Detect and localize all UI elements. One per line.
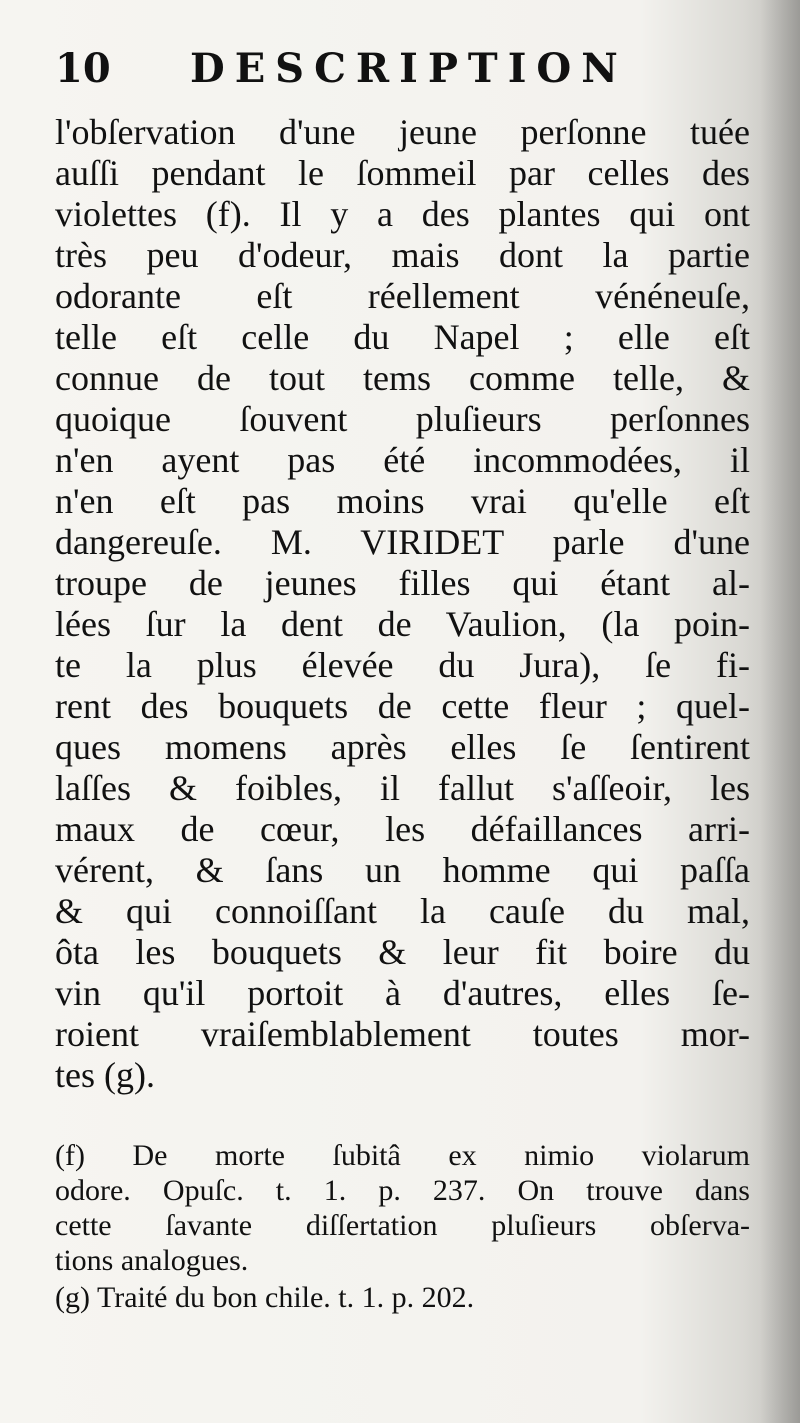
text-line: dangereuſe. M. VIRIDET parle d'une	[55, 522, 750, 562]
text-line: laſſes & foibles, il fallut s'aſſeoir, les	[55, 768, 750, 808]
footnote-f-line: cette ſavante diſſertation pluſieurs obſerva-	[55, 1209, 750, 1242]
text-line: ôta les bouquets & leur fit boire du	[55, 932, 750, 972]
text-line: telle eſt celle du Napel ; elle eſt	[55, 317, 750, 357]
text-line: tes (g).	[55, 1055, 155, 1095]
page-number: 10	[55, 45, 111, 92]
footnotes	[55, 1138, 750, 1315]
text-line: très peu d'odeur, mais dont la partie	[55, 235, 750, 275]
text-line: violettes (f). Il y a des plantes qui ont	[55, 194, 750, 234]
footnote-f-line: odore. Opuſc. t. 1. p. 237. On trouve dans	[55, 1174, 750, 1207]
text-line: odorante eſt réellement vénéneuſe,	[55, 276, 750, 316]
text-line: connue de tout tems comme telle, &	[55, 358, 750, 398]
text-line: lées ſur la dent de Vaulion, (la poin-	[55, 604, 750, 644]
text-line: te la plus élevée du Jura), ſe fi-	[55, 645, 750, 685]
text-line: n'en eſt pas moins vrai qu'elle eſt	[55, 481, 750, 521]
text-line: rent des bouquets de cette fleur ; quel-	[55, 686, 750, 726]
text-line: ques momens après elles ſe ſentirent	[55, 727, 750, 767]
text-line: l'obſervation d'une jeune perſonne tuée	[55, 112, 750, 152]
text-line: maux de cœur, les défaillances arri-	[55, 809, 750, 849]
text-line: vérent, & ſans un homme qui paſſa	[55, 850, 750, 890]
footnote-g-line: (g) Traité du bon chile. t. 1. p. 202.	[55, 1281, 475, 1314]
footnote-f-line: (f) De morte ſubitâ ex nimio violarum	[55, 1139, 750, 1172]
running-title: DESCRIPTION	[190, 45, 628, 92]
text-line: n'en ayent pas été incommodées, il	[55, 440, 750, 480]
text-line: quoique ſouvent pluſieurs perſonnes	[55, 399, 750, 439]
text-line: vin qu'il portoit à d'autres, elles ſe-	[55, 973, 750, 1013]
text-line: roient vraiſemblablement toutes mor-	[55, 1014, 750, 1054]
page-header	[55, 45, 755, 95]
text-line: troupe de jeunes filles qui étant al-	[55, 563, 750, 603]
footnote-f-line: tions analogues.	[55, 1244, 249, 1277]
text-line: auſſi pendant le ſommeil par celles des	[55, 153, 750, 193]
body-text	[55, 112, 750, 1096]
text-line: & qui connoiſſant la cauſe du mal,	[55, 891, 750, 931]
gutter-shadow	[760, 0, 800, 1423]
